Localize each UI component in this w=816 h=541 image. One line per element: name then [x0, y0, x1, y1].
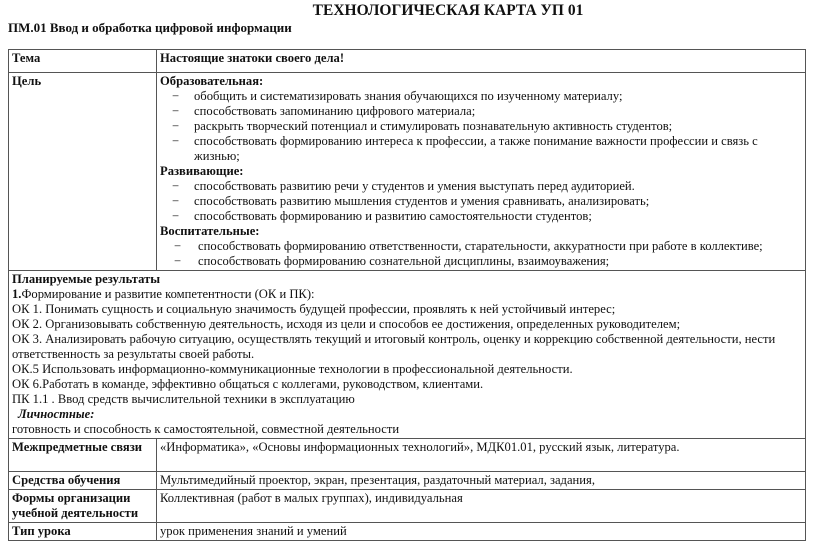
list-item: − способствовать формированию интереса к профессии, а также понимание важности профессии и связь с жизнью;	[160, 134, 802, 164]
competence-ok2: ОК 2. Организовывать собственную деятельность, исходя из цели и способов ее достижения, определенных руководителем;	[12, 317, 681, 331]
list-item: − обобщить и систематизировать знания обучающихся по изученному материалу;	[160, 89, 802, 104]
goal-row	[9, 73, 806, 271]
competence-ok6: ОК 6.Работать в команде, эффективно общаться с коллегами, руководством, клиентами.	[12, 377, 484, 391]
teaching-aids-label: Средства обучения	[9, 472, 157, 490]
educational-heading: Образовательная:	[160, 74, 264, 88]
list-item: − способствовать развитию мышления студентов и умения сравнивать, анализировать;	[160, 194, 802, 209]
topic-label: Тема	[9, 50, 157, 73]
intro-number: 1.	[12, 287, 22, 301]
competence-ok5: ОК.5 Использовать информационно-коммуникационные технологии в профессиональной деятельности.	[12, 362, 573, 376]
competence-ok1: ОК 1. Понимать сущность и социальную значимость будущей профессии, проявлять к ней устойчивый интерес;	[12, 302, 616, 316]
developing-list	[160, 179, 802, 224]
personal-heading: Личностные:	[18, 407, 95, 421]
lesson-type-label: Тип урока	[9, 523, 157, 541]
planned-results-heading: Планируемые результаты	[12, 272, 161, 286]
organization-forms-label: Формы организации учебной деятельности	[9, 490, 157, 523]
list-item: − способствовать формированию и развитию самостоятельности студентов;	[160, 209, 802, 224]
organization-forms-row	[9, 490, 806, 523]
lesson-type-value: урок применения знаний и умений	[157, 523, 806, 541]
planned-results-intro	[12, 287, 802, 302]
list-item: − способствовать формированию ответственности, старательности, аккуратности при работе в коллективе;	[160, 239, 802, 254]
topic-row	[9, 50, 806, 73]
planned-results-row	[9, 271, 806, 439]
organization-forms-value: Коллективная (работ в малых группах), индивидуальная	[157, 490, 806, 523]
goal-label: Цель	[9, 73, 157, 271]
upbringing-list	[160, 239, 802, 269]
list-item: − способствовать развитию речи у студентов и умения выступать перед аудиторией.	[160, 179, 802, 194]
technological-card-table	[8, 49, 806, 541]
developing-heading: Развивающие:	[160, 164, 244, 178]
personal-text: готовность и способность к самостоятельной, совместной деятельности	[12, 422, 400, 436]
interdisciplinary-label: Межпредметные связи	[9, 439, 157, 472]
upbringing-heading: Воспитательные:	[160, 224, 260, 238]
educational-list	[160, 89, 802, 164]
list-item: − способствовать формированию сознательной дисциплины, взаимоуважения;	[160, 254, 802, 269]
topic-value: Настоящие знатоки своего дела!	[157, 50, 806, 73]
competence-pk11: ПК 1.1 . Ввод средств вычислительной техники в эксплуатацию	[12, 392, 355, 406]
lesson-type-row	[9, 523, 806, 541]
interdisciplinary-value: «Информатика», «Основы информационных технологий», МДК01.01, русский язык, литература.	[157, 439, 806, 472]
document-title: ТЕХНОЛОГИЧЕСКАЯ КАРТА УП 01	[312, 2, 584, 19]
list-item: − способствовать запоминанию цифрового материала;	[160, 104, 802, 119]
list-item: − раскрыть творческий потенциал и стимулировать познавательную активность студентов;	[160, 119, 802, 134]
goal-content	[157, 73, 806, 271]
interdisciplinary-row	[9, 439, 806, 472]
competence-ok3: ОК 3. Анализировать рабочую ситуацию, осуществлять текущий и итоговый контроль, оценку и коррекцию собственной деятельности, нести ответственность за результаты своей работы.	[12, 332, 776, 361]
document-subtitle: ПМ.01 Ввод и обработка цифровой информации	[8, 20, 292, 35]
planned-results-content	[9, 271, 806, 439]
intro-text: Формирование и развитие компетентности (ОК и ПК):	[21, 287, 315, 301]
teaching-aids-value: Мультимедийный проектор, экран, презентация, раздаточный материал, задания,	[157, 472, 806, 490]
teaching-aids-row	[9, 472, 806, 490]
